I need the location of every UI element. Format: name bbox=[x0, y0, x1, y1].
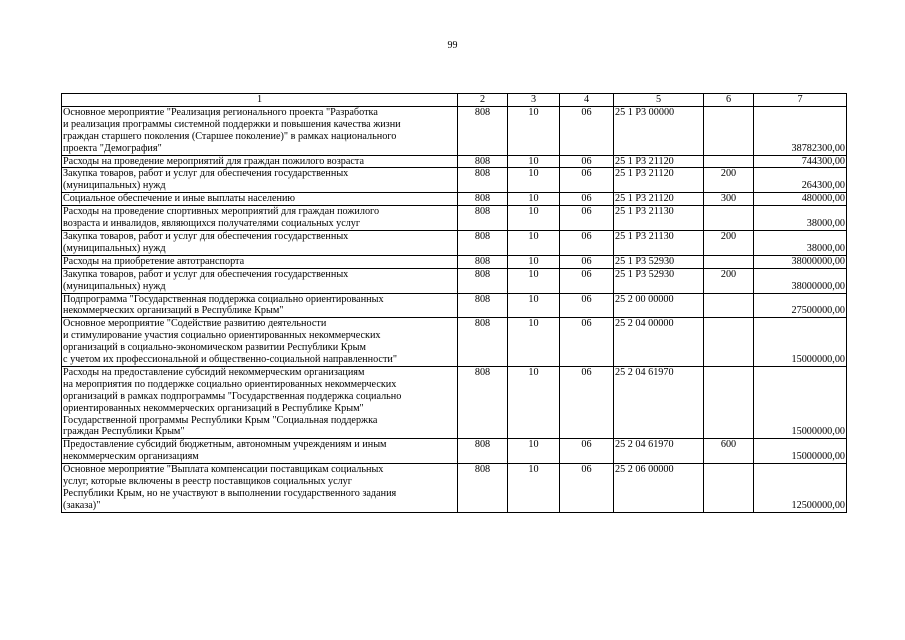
column-header: 2 bbox=[458, 94, 508, 107]
ministry-code-cell: 808 bbox=[458, 366, 508, 438]
section-code-cell: 10 bbox=[508, 439, 560, 464]
item-name-cell bbox=[62, 106, 458, 155]
target-article-cell: 25 2 00 00000 bbox=[614, 293, 704, 318]
item-name-cell bbox=[62, 255, 458, 268]
item-name-line: Основное мероприятие "Реализация регионального проекта "Разработка bbox=[63, 106, 378, 118]
item-name-line: (муниципальных) нужд bbox=[63, 242, 166, 254]
target-article-cell: 25 2 04 61970 bbox=[614, 366, 704, 438]
ministry-code-cell: 808 bbox=[458, 293, 508, 318]
column-header: 3 bbox=[508, 94, 560, 107]
section-code-cell: 10 bbox=[508, 193, 560, 206]
expense-type-cell bbox=[704, 293, 754, 318]
ministry-code-cell: 808 bbox=[458, 155, 508, 168]
amount-cell: 27500000,00 bbox=[754, 293, 847, 318]
table-row bbox=[62, 255, 847, 268]
amount-cell: 15000000,00 bbox=[754, 366, 847, 438]
amount-cell: 15000000,00 bbox=[754, 318, 847, 367]
item-name-line: Предоставление субсидий бюджетным, автономным учреждениям и иным bbox=[63, 439, 387, 451]
expense-type-cell bbox=[704, 318, 754, 367]
table-row bbox=[62, 366, 847, 438]
section-code-cell: 10 bbox=[508, 293, 560, 318]
ministry-code-cell: 808 bbox=[458, 439, 508, 464]
budget-table bbox=[61, 93, 847, 513]
target-article-cell: 25 1 P3 21120 bbox=[614, 155, 704, 168]
item-name-cell bbox=[62, 318, 458, 367]
amount-cell: 38782300,00 bbox=[754, 106, 847, 155]
section-code-cell: 10 bbox=[508, 255, 560, 268]
column-header: 6 bbox=[704, 94, 754, 107]
table-row bbox=[62, 106, 847, 155]
item-name-line: некоммерческим организациям bbox=[63, 451, 199, 463]
item-name-line: Закупка товаров, работ и услуг для обеспечения государственных bbox=[63, 230, 349, 242]
target-article-cell: 25 2 04 61970 bbox=[614, 439, 704, 464]
ministry-code-cell: 808 bbox=[458, 268, 508, 293]
table-row bbox=[62, 293, 847, 318]
subsection-code-cell: 06 bbox=[560, 439, 614, 464]
item-name-line: Государственной программы Республики Крым "Социальная поддержка bbox=[63, 414, 378, 426]
item-name-line: Расходы на приобретение автотранспорта bbox=[63, 255, 245, 267]
expense-type-cell: 200 bbox=[704, 168, 754, 193]
item-name-line: и стимулирование участия социально ориентированных некоммерческих bbox=[63, 330, 381, 342]
subsection-code-cell: 06 bbox=[560, 106, 614, 155]
table-row bbox=[62, 439, 847, 464]
target-article-cell: 25 1 P3 21130 bbox=[614, 230, 704, 255]
item-name-line: (муниципальных) нужд bbox=[63, 180, 166, 192]
ministry-code-cell: 808 bbox=[458, 318, 508, 367]
ministry-code-cell: 808 bbox=[458, 206, 508, 231]
item-name-line: проекта "Демография" bbox=[63, 142, 162, 154]
ministry-code-cell: 808 bbox=[458, 193, 508, 206]
item-name-line: и реализация программы системной поддержки и повышения качества жизни bbox=[63, 118, 401, 130]
amount-cell: 264300,00 bbox=[754, 168, 847, 193]
section-code-cell: 10 bbox=[508, 168, 560, 193]
item-name-line: граждан старшего поколения (Старшее поколение)" в рамках национального bbox=[63, 130, 397, 142]
item-name-cell bbox=[62, 155, 458, 168]
item-name-cell bbox=[62, 439, 458, 464]
expense-type-cell: 200 bbox=[704, 230, 754, 255]
item-name-line: Основное мероприятие "Выплата компенсации поставщикам социальных bbox=[63, 464, 384, 476]
section-code-cell: 10 bbox=[508, 268, 560, 293]
amount-cell: 38000,00 bbox=[754, 206, 847, 231]
item-name-line: организаций в рамках подпрограммы "Государственная поддержка социально bbox=[63, 390, 402, 402]
page-number: 99 bbox=[447, 40, 458, 51]
section-code-cell: 10 bbox=[508, 318, 560, 367]
ministry-code-cell: 808 bbox=[458, 230, 508, 255]
target-article-cell: 25 1 P3 21120 bbox=[614, 168, 704, 193]
expense-type-cell bbox=[704, 155, 754, 168]
subsection-code-cell: 06 bbox=[560, 366, 614, 438]
table-row bbox=[62, 464, 847, 513]
item-name-cell bbox=[62, 206, 458, 231]
amount-cell: 15000000,00 bbox=[754, 439, 847, 464]
item-name-line: Основное мероприятие "Содействие развитию деятельности bbox=[63, 318, 327, 330]
expense-type-cell: 200 bbox=[704, 268, 754, 293]
item-name-line: Подпрограмма "Государственная поддержка социально ориентированных bbox=[63, 293, 384, 305]
item-name-line: организаций в социально-экономическом развитии Республики Крым bbox=[63, 342, 366, 354]
item-name-line: возраста и инвалидов, являющихся получателями социальных услуг bbox=[63, 218, 361, 230]
column-header: 5 bbox=[614, 94, 704, 107]
item-name-line: Расходы на проведение спортивных мероприятий для граждан пожилого bbox=[63, 206, 380, 218]
section-code-cell: 10 bbox=[508, 206, 560, 231]
ministry-code-cell: 808 bbox=[458, 168, 508, 193]
amount-cell: 12500000,00 bbox=[754, 464, 847, 513]
item-name-line: некоммерческих организаций в Республике Крым" bbox=[63, 305, 284, 317]
item-name-cell bbox=[62, 193, 458, 206]
item-name-line: услуг, которые включены в реестр поставщиков социальных услуг bbox=[63, 476, 352, 488]
item-name-line: Расходы на проведение мероприятий для граждан пожилого возраста bbox=[63, 155, 365, 167]
subsection-code-cell: 06 bbox=[560, 168, 614, 193]
subsection-code-cell: 06 bbox=[560, 255, 614, 268]
item-name-line: на мероприятия по поддержке социально ориентированных некоммерческих bbox=[63, 378, 397, 390]
item-name-line: Расходы на предоставление субсидий некоммерческим организациям bbox=[63, 366, 365, 378]
header-row bbox=[62, 94, 847, 107]
column-header: 4 bbox=[560, 94, 614, 107]
amount-cell: 480000,00 bbox=[754, 193, 847, 206]
subsection-code-cell: 06 bbox=[560, 206, 614, 231]
expense-type-cell bbox=[704, 206, 754, 231]
expense-type-cell bbox=[704, 106, 754, 155]
item-name-cell bbox=[62, 293, 458, 318]
ministry-code-cell: 808 bbox=[458, 106, 508, 155]
target-article-cell: 25 1 P3 52930 bbox=[614, 255, 704, 268]
amount-cell: 744300,00 bbox=[754, 155, 847, 168]
target-article-cell: 25 1 P3 52930 bbox=[614, 268, 704, 293]
column-header: 1 bbox=[62, 94, 458, 107]
expense-type-cell: 300 bbox=[704, 193, 754, 206]
item-name-cell bbox=[62, 168, 458, 193]
amount-cell: 38000000,00 bbox=[754, 255, 847, 268]
subsection-code-cell: 06 bbox=[560, 318, 614, 367]
subsection-code-cell: 06 bbox=[560, 268, 614, 293]
section-code-cell: 10 bbox=[508, 155, 560, 168]
section-code-cell: 10 bbox=[508, 464, 560, 513]
item-name-line: Закупка товаров, работ и услуг для обеспечения государственных bbox=[63, 268, 349, 280]
item-name-line: (муниципальных) нужд bbox=[63, 280, 166, 292]
item-name-line: ориентированных некоммерческих организаций в Республике Крым" bbox=[63, 402, 364, 414]
subsection-code-cell: 06 bbox=[560, 230, 614, 255]
item-name-line: (заказа)" bbox=[63, 499, 101, 511]
column-header: 7 bbox=[754, 94, 847, 107]
subsection-code-cell: 06 bbox=[560, 464, 614, 513]
target-article-cell: 25 1 P3 00000 bbox=[614, 106, 704, 155]
target-article-cell: 25 2 06 00000 bbox=[614, 464, 704, 513]
item-name-line: Закупка товаров, работ и услуг для обеспечения государственных bbox=[63, 168, 349, 180]
target-article-cell: 25 1 P3 21130 bbox=[614, 206, 704, 231]
subsection-code-cell: 06 bbox=[560, 193, 614, 206]
expense-type-cell: 600 bbox=[704, 439, 754, 464]
table-row bbox=[62, 206, 847, 231]
amount-cell: 38000,00 bbox=[754, 230, 847, 255]
section-code-cell: 10 bbox=[508, 106, 560, 155]
subsection-code-cell: 06 bbox=[560, 155, 614, 168]
item-name-line: Республики Крым, но не участвуют в выполнении государственного задания bbox=[63, 488, 397, 499]
item-name-cell bbox=[62, 230, 458, 255]
target-article-cell: 25 1 P3 21120 bbox=[614, 193, 704, 206]
ministry-code-cell: 808 bbox=[458, 464, 508, 513]
target-article-cell: 25 2 04 00000 bbox=[614, 318, 704, 367]
table-row bbox=[62, 268, 847, 293]
item-name-cell bbox=[62, 268, 458, 293]
item-name-line: Социальное обеспечение и иные выплаты населению bbox=[63, 193, 296, 205]
amount-cell: 38000000,00 bbox=[754, 268, 847, 293]
item-name-line: с учетом их профессиональной и общественно-социальной направленности" bbox=[63, 354, 398, 366]
table-row bbox=[62, 230, 847, 255]
table-row bbox=[62, 168, 847, 193]
expense-type-cell bbox=[704, 255, 754, 268]
expense-type-cell bbox=[704, 366, 754, 438]
expense-type-cell bbox=[704, 464, 754, 513]
item-name-cell bbox=[62, 464, 458, 513]
table-row bbox=[62, 318, 847, 367]
subsection-code-cell: 06 bbox=[560, 293, 614, 318]
item-name-cell bbox=[62, 366, 458, 438]
ministry-code-cell: 808 bbox=[458, 255, 508, 268]
section-code-cell: 10 bbox=[508, 230, 560, 255]
table-row bbox=[62, 193, 847, 206]
item-name-line: граждан Республики Крым" bbox=[63, 426, 185, 438]
table-row bbox=[62, 155, 847, 168]
section-code-cell: 10 bbox=[508, 366, 560, 438]
